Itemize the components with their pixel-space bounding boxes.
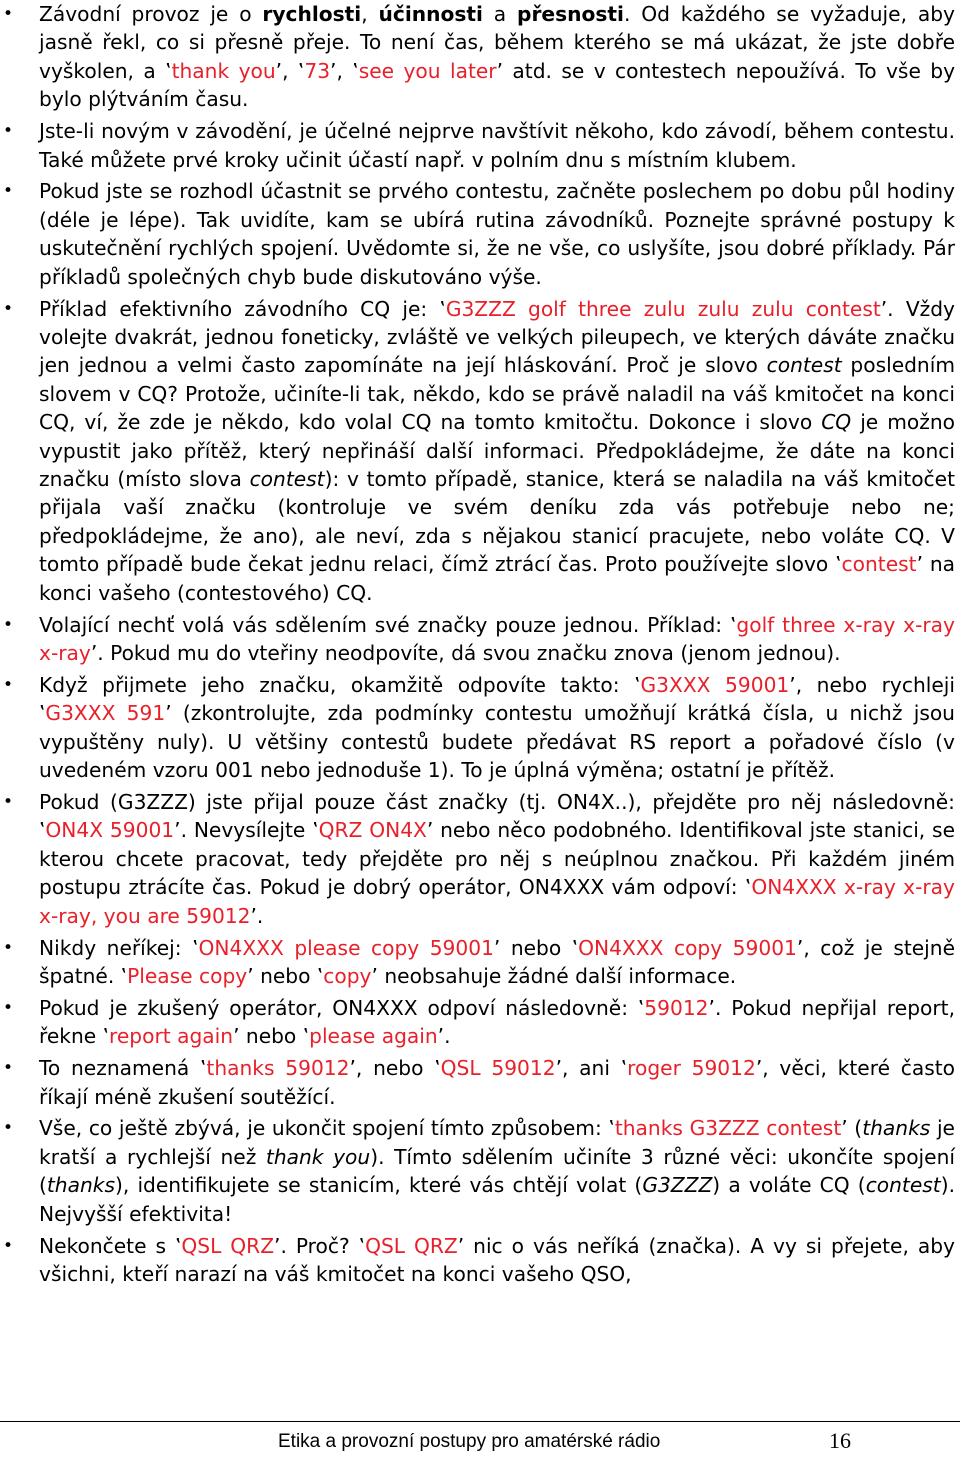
example-phrase: thanks G3ZZZ contest bbox=[614, 1116, 842, 1141]
text-segment: Když přijmete jeho značku, okamžitě odpovíte takto: ‛ bbox=[39, 672, 641, 697]
example-phrase: please again bbox=[309, 1024, 438, 1049]
text-segment: ’. Proč? ‛ bbox=[274, 1233, 366, 1258]
text-segment: ’. Pokud nepřijal report, řekne ‛ bbox=[39, 995, 955, 1049]
example-phrase: QRZ ON4X bbox=[318, 818, 427, 843]
text-segment: ). Nejvyšší efektivita! bbox=[39, 1173, 955, 1226]
text-segment: ’ atd. se v contestech nepoužívá. To vše by bylo plýtváním času. bbox=[39, 58, 956, 112]
text-segment: Nikdy neříkej: ‛ bbox=[39, 935, 199, 960]
text-segment: CQ bbox=[821, 410, 852, 435]
text-segment: G3ZZZ bbox=[642, 1173, 713, 1198]
text-segment: . Od každého se vyžaduje, aby jasně řekl, co si přesně přeje. To není čas, během kterého se má ukázat, že jste dobře vyškolen, a bbox=[39, 2, 955, 83]
example-phrase: G3XXX 591 bbox=[45, 701, 166, 726]
text-segment: ’, což je stejně špatné. ‛ bbox=[39, 935, 955, 988]
text-segment: To neznamená ‛ bbox=[39, 1056, 207, 1081]
text-segment: contest bbox=[249, 467, 325, 491]
example-phrase: Please copy bbox=[127, 963, 248, 988]
example-phrase: thank you bbox=[171, 58, 276, 83]
text-segment: a bbox=[482, 2, 518, 26]
text-segment: ’ nebo ‛ bbox=[247, 963, 324, 988]
text-segment: Příklad efektivního závodního CQ je: ‛ bbox=[39, 296, 446, 321]
list-item bbox=[0, 1232, 955, 1289]
text-segment: rychlosti bbox=[262, 2, 362, 26]
text-segment: ’, nebo ‛ bbox=[349, 1056, 441, 1081]
text-segment: Volající nechť volá vás sdělením své značky pouze jednou. Příklad: ‛ bbox=[39, 612, 737, 637]
text-segment: je možno vypustit jako přítěž, který nepřináší další informaci. Předpokládejme, že dáte na konci značku (místo slova bbox=[39, 410, 955, 491]
text-segment: Pokud je zkušený operátor, ON4XXX odpoví následovně: ‛ bbox=[39, 995, 645, 1020]
text-segment: ’, věci, které často říkají méně zkušení soutěžící. bbox=[39, 1056, 955, 1109]
example-phrase: QSL QRZ bbox=[365, 1233, 458, 1258]
text-segment: Pokud jste se rozhodl účastnit se prvého contestu, začněte poslechem po dobu půl hodiny (déle je lépe). Tak uvidíte, kam se ubírá rutina závodníků. Poznejte správné postupy k uskutečnění rychlých spojení. Uvědomte si, že ne vše, co uslyšíte, jsou dobré příklady. Pár příkladů společných chyb bude diskutováno výše. bbox=[39, 179, 955, 289]
text-segment: Jste-li novým v závodění, je účelné nejprve navštívit někoho, kdo závodí, během contestu. Také můžete prvé kroky učinit účastí např. v polním dnu s místním klubem. bbox=[39, 119, 955, 172]
list-item bbox=[0, 0, 955, 114]
example-phrase: G3ZZZ golf three zulu zulu zulu contest bbox=[445, 296, 881, 321]
text-segment: ‛ bbox=[165, 58, 172, 83]
example-phrase: ON4X 59001 bbox=[45, 818, 175, 843]
text-segment: ’ nebo ‛ bbox=[493, 935, 579, 960]
page-number: 16 bbox=[829, 1428, 851, 1453]
example-phrase: QSL 59012 bbox=[440, 1056, 556, 1081]
list-item bbox=[0, 1054, 955, 1111]
text-segment: Pokud (G3ZZZ) jste přijal pouze část značky (tj. ON4X..), přejděte pro něj následovně: ‛ bbox=[39, 789, 955, 843]
list-item bbox=[0, 611, 955, 668]
example-phrase: contest bbox=[841, 552, 917, 577]
list-item bbox=[0, 994, 955, 1051]
text-segment: ): v tomto případě, stanice, která se naladila na váš kmitočet přijala vaší značku (kontroluje ve svém deníku zda vás potřebuje nebo ne; předpokládejme, že ano), ale neví, zda s nějakou stanicí pracujete, nebo voláte CQ. V tomto případě bude čekat jednu relaci, čímž ztrácí čas. Proto používejte slovo ‛ bbox=[39, 467, 955, 577]
footer-title: Etika a provozní postupy pro amatérské rádio bbox=[278, 1431, 661, 1452]
text-segment: contest bbox=[865, 1173, 941, 1198]
list-item bbox=[0, 934, 955, 991]
text-segment: thank you bbox=[265, 1144, 371, 1169]
text-segment: ’ nic o vás neříká (značka). A vy si přejete, aby všichni, kteří narazí na váš kmitočet na konci vašeho QSO, bbox=[39, 1233, 955, 1286]
text-segment: ’ ( bbox=[841, 1116, 863, 1141]
text-segment: ’, ‛ bbox=[330, 58, 359, 83]
list-item bbox=[0, 671, 955, 785]
text-segment: ’ (zkontrolujte, zda podmínky contestu umožňují krátká čísla, u nichž jsou vypuštěny nuly). U většiny contestů budete předávat RS report a pořadové číslo (v uvedeném vzoru 001 nebo jednoduše 1). To je úplná výměna; ostatní je přítěž. bbox=[39, 701, 955, 783]
example-phrase: see you later bbox=[358, 58, 497, 83]
example-phrase: G3XXX 59001 bbox=[640, 672, 790, 697]
text-segment: účinnosti bbox=[378, 2, 483, 26]
text-segment: ’ na konci vašeho (contestového) CQ. bbox=[39, 552, 955, 605]
example-phrase: report again bbox=[109, 1024, 234, 1049]
text-segment: ’. Nevysílejte ‛ bbox=[174, 818, 319, 843]
text-segment: contest bbox=[766, 353, 842, 378]
text-segment: ’. Vždy volejte dvakrát, jednou foneticky, zvláště ve velkých pileupech, ve kterých dáváte značku jen jednou a velmi často zapomínáte na její hláskování. Proč je slovo bbox=[39, 296, 955, 378]
text-segment: thanks bbox=[46, 1173, 115, 1198]
list-item bbox=[0, 177, 955, 291]
text-segment: je kratší a rychlejší než bbox=[39, 1116, 955, 1169]
text-segment: ’. bbox=[437, 1024, 451, 1049]
text-segment: ’, ‛ bbox=[275, 58, 305, 83]
text-segment: , bbox=[361, 2, 379, 26]
text-segment: ’ nebo ‛ bbox=[233, 1024, 310, 1049]
example-phrase: 59012 bbox=[644, 995, 709, 1020]
example-phrase: ON4XXX copy 59001 bbox=[578, 935, 797, 960]
list-item bbox=[0, 788, 955, 930]
example-phrase: golf three x-ray x-ray x-ray bbox=[39, 612, 955, 665]
text-segment: posledním slovem v CQ? Protože, učiníte-li tak, někdo, kdo se právě naladil na váš kmitočet na konci CQ, ví, že zde je někdo, kdo volal CQ na tomto kmitočtu. Dokonce i slovo bbox=[39, 353, 955, 435]
example-phrase: QSL QRZ bbox=[181, 1233, 275, 1258]
text-segment: ). Tímto sdělením učiníte 3 různé věci: ukončíte spojení ( bbox=[39, 1144, 955, 1198]
text-segment: ’. bbox=[250, 903, 264, 928]
text-segment: ’ neobsahuje žádné další informace. bbox=[371, 963, 737, 988]
page-footer bbox=[0, 1421, 960, 1458]
example-phrase: copy bbox=[323, 963, 372, 988]
text-segment: ’ nebo něco podobného. Identifikoval jste stanici, se kterou chcete pracovat, tedy přejděte pro něj s neúplnou značkou. Při každém jiném postupu ztrácíte čas. Pokud je dobrý operátor, ON4XXX vám odpoví: ‛ bbox=[39, 818, 955, 900]
list-item bbox=[0, 295, 955, 607]
list-item bbox=[0, 117, 955, 174]
text-segment: thanks bbox=[862, 1116, 931, 1141]
example-phrase: ON4XXX x-ray x-ray x-ray, you are 59012 bbox=[39, 875, 955, 928]
text-segment: ’, nebo rychleji ‛ bbox=[39, 672, 955, 726]
text-segment: Závodní provoz je o bbox=[39, 2, 263, 26]
example-phrase: ON4XXX please copy 59001 bbox=[198, 935, 494, 960]
text-segment: ) a voláte CQ ( bbox=[712, 1173, 866, 1198]
example-phrase: 73 bbox=[304, 58, 331, 83]
text-segment: ), identifikujete se stanicím, které vás chtějí volat ( bbox=[114, 1173, 643, 1198]
example-phrase: thanks 59012 bbox=[206, 1056, 350, 1081]
text-segment: ’. Pokud mu do vteřiny neodpovíte, dá svou značku znova (jenom jednou). bbox=[90, 640, 841, 665]
text-segment: Vše, co ještě zbývá, je ukončit spojení tímto způsobem: ‛ bbox=[39, 1116, 615, 1141]
example-phrase: roger 59012 bbox=[627, 1056, 756, 1081]
text-segment: ’, ani ‛ bbox=[555, 1056, 628, 1081]
list-item bbox=[0, 1114, 955, 1228]
text-segment: Nekončete s ‛ bbox=[39, 1233, 182, 1258]
text-segment: přesnosti bbox=[517, 2, 624, 26]
